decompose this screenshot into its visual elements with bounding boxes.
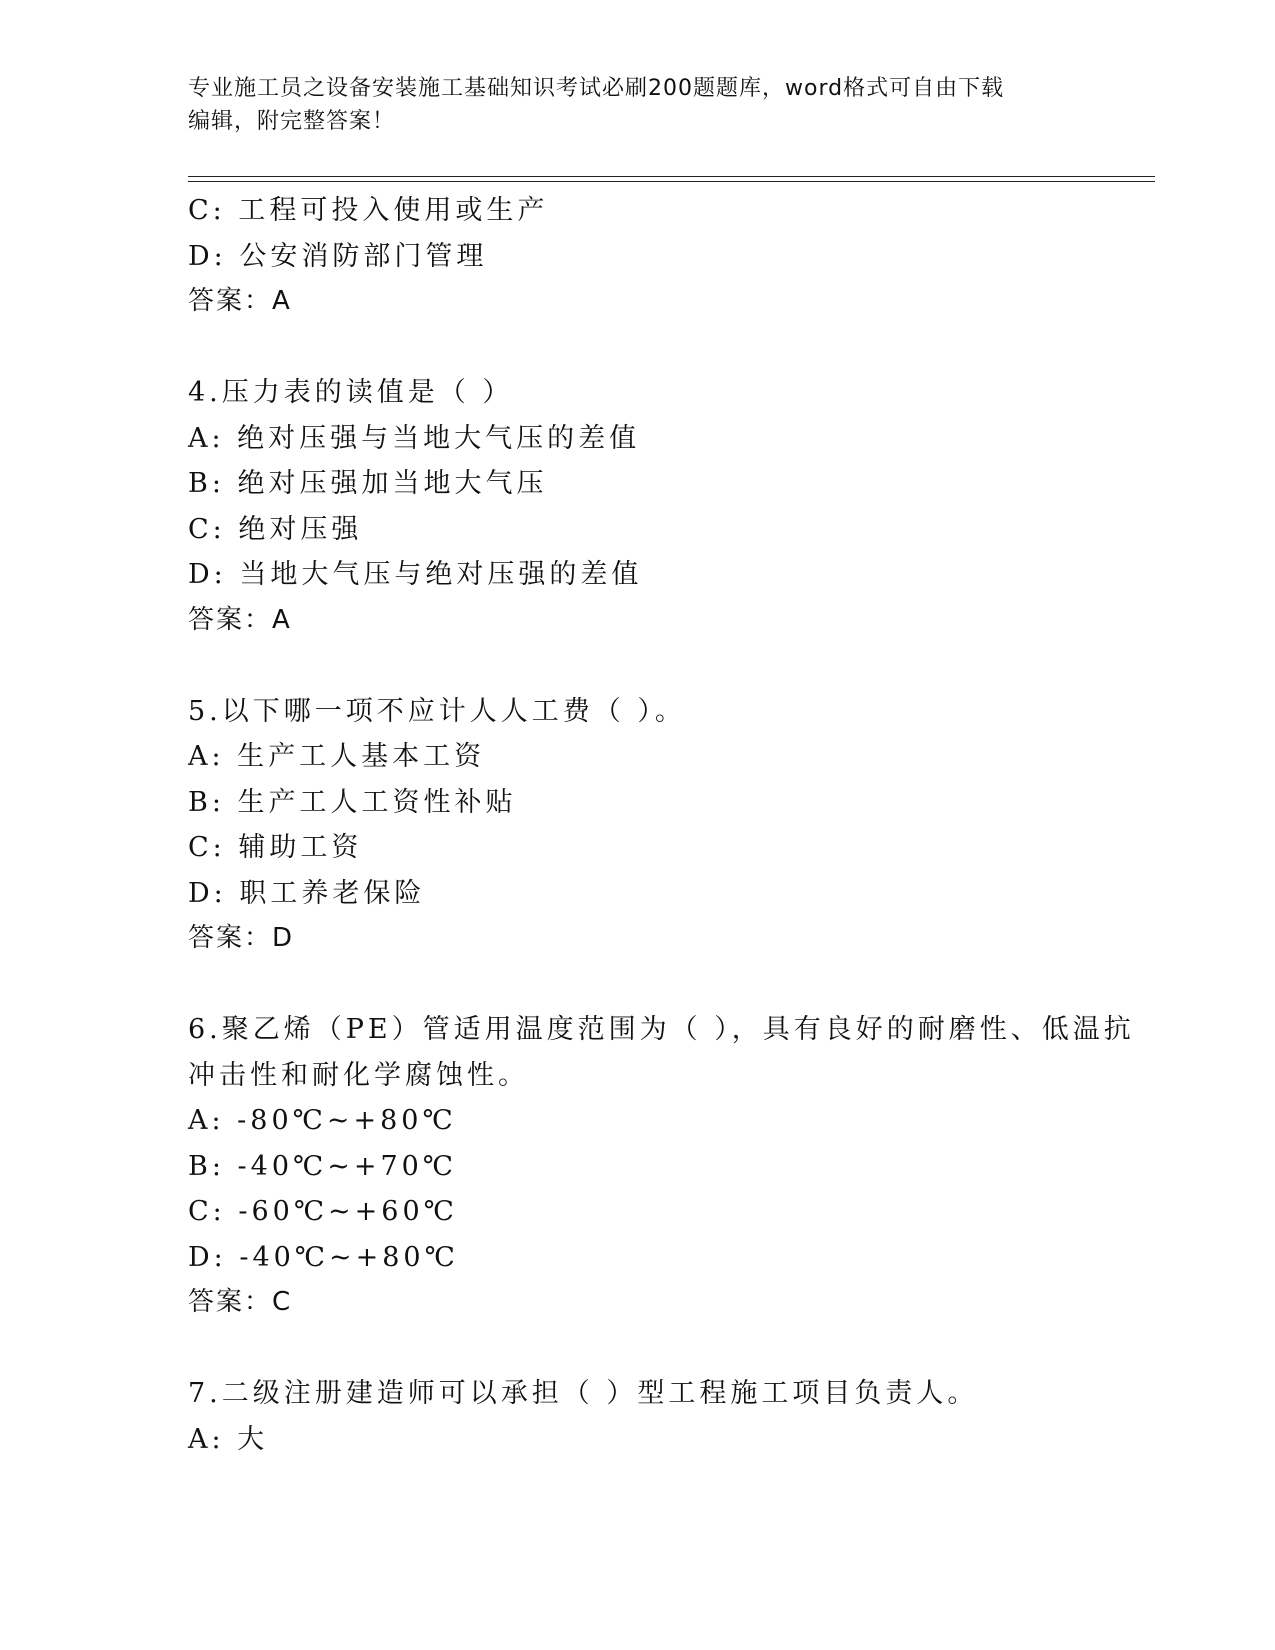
question-6 <box>188 1007 1148 1326</box>
question-4 <box>188 370 1148 643</box>
option-c: C: 工程可投入使用或生产 <box>188 195 549 226</box>
document-body <box>188 188 1148 1462</box>
question-stem-line-1: 6.聚乙烯（PE）管适用温度范围为（ ），具有良好的耐磨性、低温抗 <box>188 1014 1135 1045</box>
question-5 <box>188 689 1148 962</box>
option-c: C: 绝对压强 <box>188 513 363 545</box>
option-a: A: 大 <box>188 1423 269 1455</box>
spacer <box>188 325 1148 371</box>
spacer <box>188 1326 1148 1372</box>
question-stem: 7.二级注册建造师可以承担（ ）型工程施工项目负责人。 <box>188 1378 979 1409</box>
option-d: D: 公安消防部门管理 <box>188 240 488 272</box>
header-title-line-2: 编辑，附完整答案！ <box>188 109 396 134</box>
question-stem: 5.以下哪一项不应计人人工费（ ）。 <box>188 695 686 727</box>
option-b: B: 绝对压强加当地大气压 <box>188 468 548 499</box>
header-divider-bottom <box>188 181 1155 182</box>
option-a: A: 生产工人基本工资 <box>188 741 486 772</box>
option-b: B: 生产工人工资性补贴 <box>188 786 517 818</box>
header-divider-top <box>188 176 1155 177</box>
spacer <box>188 962 1148 1008</box>
question-7 <box>188 1371 1148 1462</box>
option-d: D: -40℃~+80℃ <box>188 1241 459 1273</box>
question-3-continued <box>188 188 1148 325</box>
question-stem: 4.压力表的读值是（ ） <box>188 377 514 408</box>
answer-text: 答案：C <box>188 1287 293 1317</box>
question-stem-line-2: 冲击性和耐化学腐蚀性。 <box>188 1059 529 1091</box>
answer-text: 答案：A <box>188 286 292 316</box>
option-a: A: -80℃~+80℃ <box>188 1105 457 1136</box>
header-title-line-1: 专业施工员之设备安装施工基础知识考试必刷200题题库，word格式可自由下载 <box>188 76 1005 101</box>
option-c: C: 辅助工资 <box>188 832 363 863</box>
document-header <box>188 72 1088 138</box>
option-d: D: 当地大气压与绝对压强的差值 <box>188 559 643 590</box>
option-d: D: 职工养老保险 <box>188 877 426 909</box>
answer-text: 答案：A <box>188 604 292 635</box>
option-a: A: 绝对压强与当地大气压的差值 <box>188 422 641 454</box>
option-b: B: -40℃~+70℃ <box>188 1150 458 1182</box>
answer-text: 答案：D <box>188 923 295 953</box>
spacer <box>188 643 1148 689</box>
option-c: C: -60℃~+60℃ <box>188 1196 458 1227</box>
